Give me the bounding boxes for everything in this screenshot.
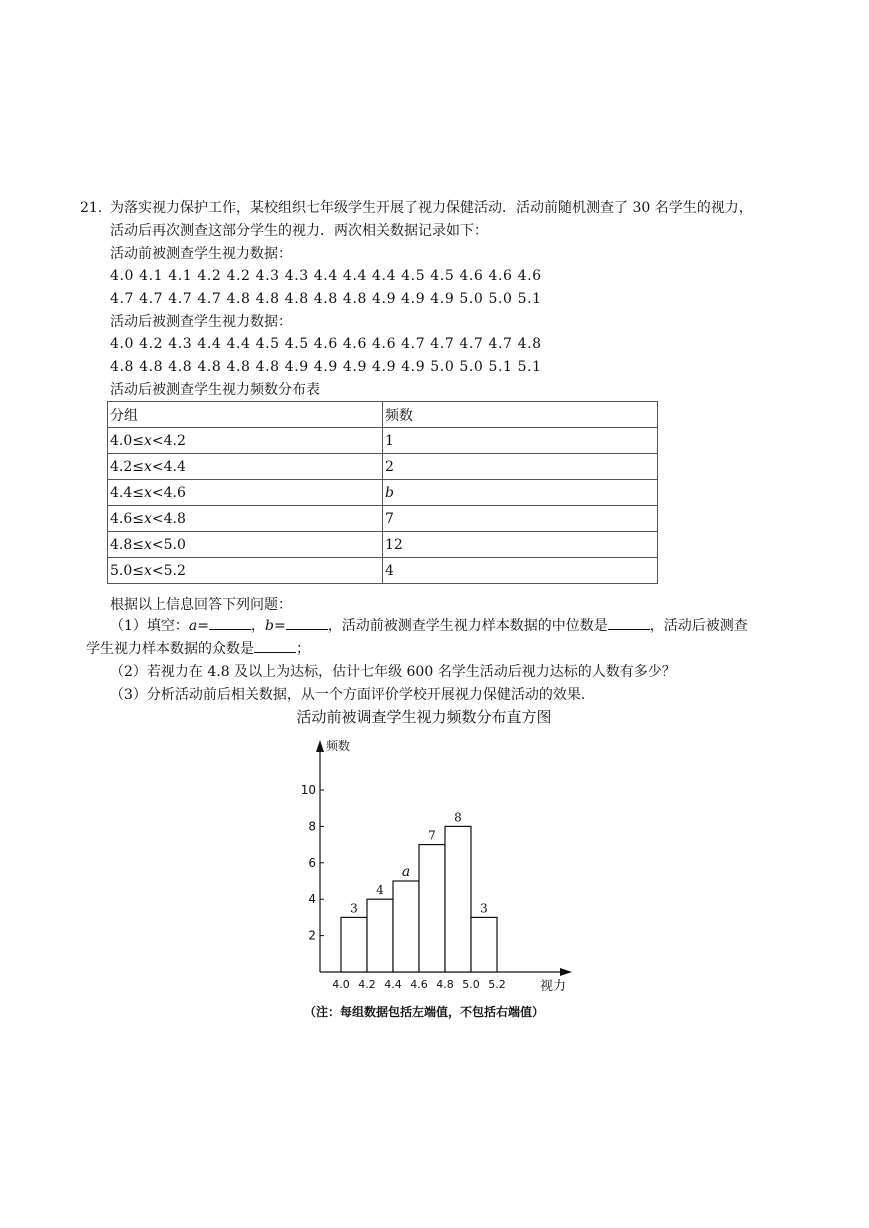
blank-a[interactable]: [209, 615, 251, 630]
q1-a-label: a=: [188, 618, 209, 634]
histogram-bar: [471, 917, 497, 972]
question-1-line1: [110, 615, 748, 637]
q1-median-text: ，活动前被测查学生视力样本数据的中位数是: [327, 618, 608, 634]
x-tick-label: 4.4: [384, 978, 402, 991]
x-tick-label: 5.2: [488, 978, 506, 991]
group-upper: <4.6: [151, 484, 186, 501]
group-upper: <4.4: [151, 458, 186, 475]
blank-mode[interactable]: [254, 638, 296, 653]
blank-b[interactable]: [286, 615, 328, 630]
question-2: （2）若视力在 4.8 及以上为达标，估计七年级 600 名学生活动后视力达标的人数有多少？: [110, 664, 676, 680]
q1-b-label: b=: [265, 618, 286, 634]
bar-value-label: 3: [350, 901, 358, 916]
group-variable: x: [144, 510, 152, 527]
bar-value-label: a: [401, 864, 411, 880]
x-axis-arrow: [560, 968, 572, 976]
y-tick-label: 4: [308, 892, 316, 907]
table-cell-frequency: b: [383, 480, 658, 506]
table-cell-frequency: 2: [383, 454, 658, 480]
group-variable: x: [144, 432, 152, 449]
table-cell-frequency: 4: [383, 558, 658, 584]
question-intro-line2: 活动后再次测查这部分学生的视力．两次相关数据记录如下：: [110, 223, 488, 239]
table-cell-frequency: 7: [383, 506, 658, 532]
q1-mode-text: 学生视力样本数据的众数是: [86, 641, 254, 657]
table-cell-group: [108, 428, 383, 454]
table-cell-frequency: 12: [383, 532, 658, 558]
group-lower: 5.0≤: [110, 562, 144, 579]
bar-value-label: 4: [376, 883, 384, 898]
table-row: [108, 558, 658, 584]
group-lower: 4.6≤: [110, 510, 144, 527]
table-header-row: [108, 402, 658, 428]
table-row: [108, 532, 658, 558]
question-intro-line1: 为落实视力保护工作，某校组织七年级学生开展了视力保健活动．活动前随机测查了 30 名学生的视力，: [110, 200, 753, 216]
x-tick-label: 5.0: [462, 978, 480, 991]
q1-comma: ，: [251, 618, 265, 634]
table-cell-group: [108, 532, 383, 558]
group-variable: x: [144, 484, 152, 501]
table-header-group: 分组: [108, 402, 383, 428]
y-tick-label: 2: [308, 928, 316, 943]
group-lower: 4.0≤: [110, 432, 144, 449]
group-upper: <4.8: [151, 510, 186, 527]
after-data-title: 活动后被测查学生视力数据：: [110, 314, 292, 330]
frequency-table: [107, 401, 658, 584]
group-lower: 4.2≤: [110, 458, 144, 475]
y-axis-label: 频数: [326, 739, 351, 753]
y-tick-label: 10: [300, 783, 316, 797]
histogram-bar: [393, 881, 419, 972]
table-row: [108, 454, 658, 480]
question-number: 21.: [80, 200, 103, 216]
before-data-row1: 4.0 4.1 4.1 4.2 4.2 4.3 4.3 4.4 4.4 4.4 4.5 4.5 4.6 4.6 4.6: [110, 268, 542, 284]
after-data-row2: 4.8 4.8 4.8 4.8 4.8 4.8 4.9 4.9 4.9 4.9 4.9 5.0 5.0 5.1 5.1: [110, 359, 542, 375]
histogram-bar: [445, 826, 471, 972]
x-tick-label: 4.0: [332, 978, 350, 991]
table-cell-group: [108, 506, 383, 532]
group-upper: <4.2: [151, 432, 186, 449]
table-cell-frequency: 1: [383, 428, 658, 454]
bar-value-label: 8: [454, 810, 462, 825]
after-data-row1: 4.0 4.2 4.3 4.4 4.4 4.5 4.5 4.6 4.6 4.6 4.7 4.7 4.7 4.7 4.8: [110, 336, 542, 352]
chart-note: （注：每组数据包括左端值，不包括右端值）: [303, 1005, 545, 1019]
q1-after-text: ，活动后被测查: [649, 618, 748, 634]
table-row: [108, 506, 658, 532]
group-variable: x: [144, 562, 152, 579]
question-3: （3）分析活动前后相关数据，从一个方面评价学校开展视力保健活动的效果．: [110, 687, 595, 703]
table-cell-group: [108, 454, 383, 480]
group-variable: x: [144, 536, 152, 553]
before-data-title: 活动前被测查学生视力数据：: [110, 246, 292, 262]
group-upper: <5.0: [151, 536, 186, 553]
x-tick-label: 4.6: [410, 978, 428, 991]
y-tick-label: 8: [308, 819, 316, 834]
x-axis-label: 视力: [540, 979, 567, 994]
group-variable: x: [144, 458, 152, 475]
frequency-table-title: 活动后被测查学生视力频数分布表: [110, 382, 320, 398]
before-data-row2: 4.7 4.7 4.7 4.7 4.8 4.8 4.8 4.8 4.8 4.9 4.9 4.9 5.0 5.0 5.1: [110, 291, 542, 307]
x-tick-label: 4.8: [436, 978, 454, 991]
table-cell-group: [108, 480, 383, 506]
table-row: [108, 428, 658, 454]
table-row: [108, 480, 658, 506]
group-upper: <5.2: [151, 562, 186, 579]
bar-value-label: 3: [480, 901, 488, 916]
y-axis-arrow: [316, 740, 324, 752]
table-header-frequency: 频数: [383, 402, 658, 428]
group-lower: 4.8≤: [110, 536, 144, 553]
chart-title: 活动前被调查学生视力频数分布直方图: [296, 708, 552, 726]
blank-median[interactable]: [608, 615, 650, 630]
table-cell-group: [108, 558, 383, 584]
x-tick-label: 4.2: [358, 978, 376, 991]
question-1-line2: [86, 638, 310, 660]
histogram-bar: [419, 845, 445, 972]
y-tick-label: 6: [308, 855, 316, 870]
histogram-bar: [367, 899, 393, 972]
histogram-chart: [280, 700, 600, 1030]
bar-value-label: 7: [428, 828, 436, 843]
group-lower: 4.4≤: [110, 484, 144, 501]
histogram-bar: [341, 917, 367, 972]
q1-end: ；: [296, 641, 310, 657]
q1-label: （1）填空：: [110, 618, 189, 634]
answer-intro: 根据以上信息回答下列问题：: [110, 597, 292, 613]
